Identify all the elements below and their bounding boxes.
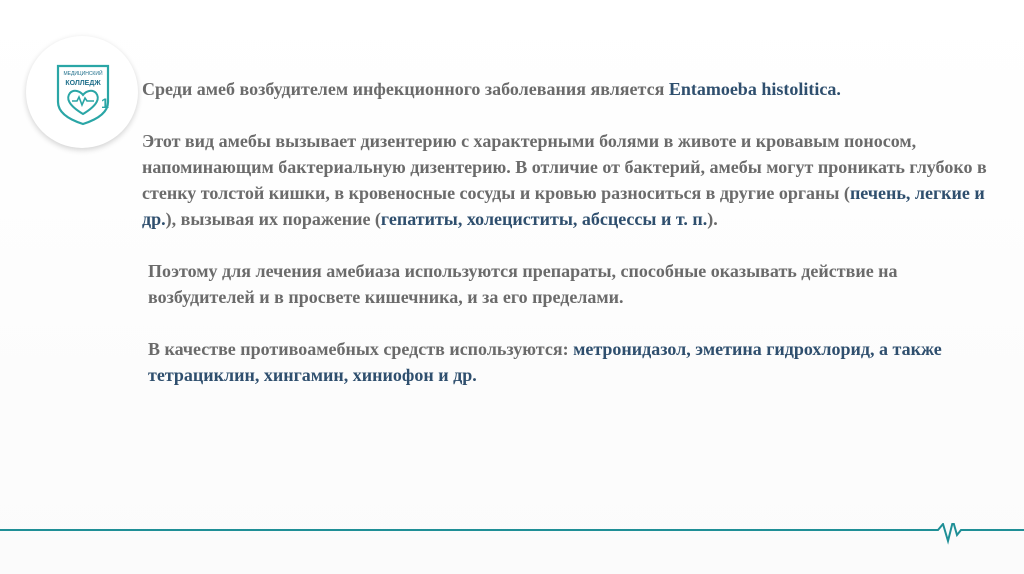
treatment-text: Поэтому для лечения амебиаза используются препараты, способные оказывать действие на возбудителей и в просвете кишечника, и за его пределами. [148,261,898,307]
paragraph-drugs [142,336,992,388]
drugs-intro: В качестве противоамебных средств используются: [148,339,574,359]
drugs-list: метронидазол, эметина гидрохлорид, а также тетрациклин, хингамин, хиниофон и др. [148,339,942,385]
description-text-3: ). [707,209,718,229]
logo-line2: КОЛЛЕДЖ [65,80,101,87]
slide-body [142,76,992,388]
intro-text: Среди амеб возбудителем инфекционного заболевания является [142,79,669,99]
pulse-line-decoration [0,523,1024,563]
logo-line1: МЕДИЦИНСКИЙ [63,71,103,77]
description-text-2: ), вызывая их поражение ( [165,209,381,229]
organs-list: печень, легкие и др. [142,183,985,229]
heart-shield-icon [48,58,118,128]
paragraph-intro [142,76,992,102]
paragraph-description [142,128,992,232]
college-logo [26,36,138,148]
paragraph-treatment [142,258,992,310]
diseases-list: гепатиты, холециститы, абсцессы и т. п. [380,209,708,229]
description-text: Этот вид амебы вызывает дизентерию с характерными болями в животе и кровавым поносом, напоминающим бактериальную дизентерию. В отличие от бактерий, амебы могут проникать глубоко в стенку толстой кишки, в кровеносные сосуды и кровью разноситься в другие органы ( [142,131,987,203]
pathogen-name: Entamoeba histolitica. [668,79,841,99]
logo-number: 1 [101,95,109,111]
